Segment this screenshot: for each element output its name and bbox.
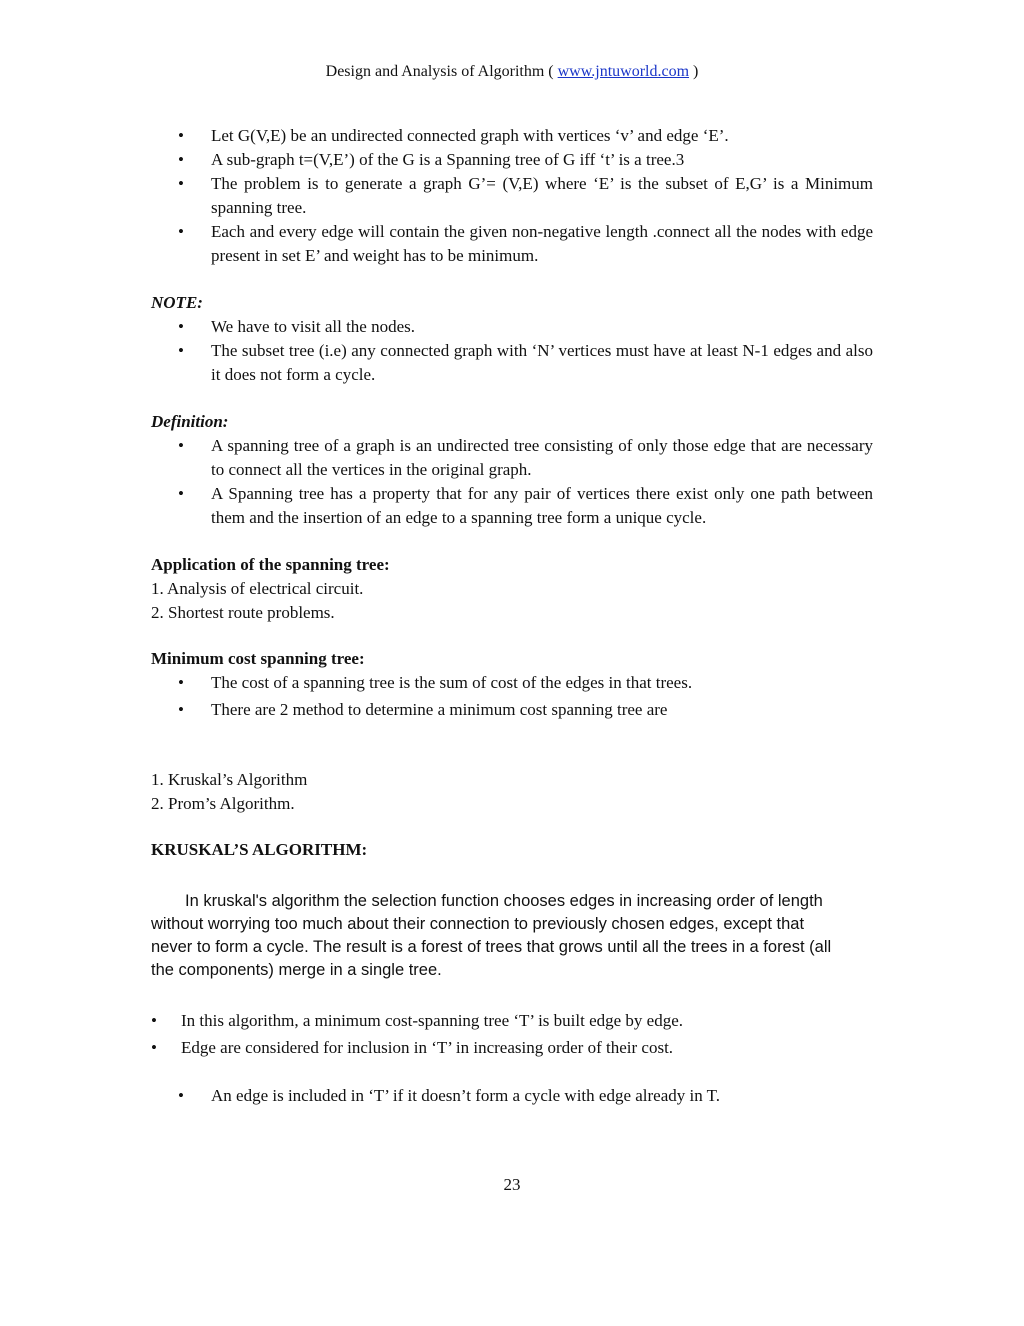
note-heading: NOTE:	[151, 293, 203, 312]
method-item: 1. Kruskal’s Algorithm	[151, 770, 308, 789]
bullet-icon: •	[178, 126, 184, 145]
method-item: 2. Prom’s Algorithm.	[151, 794, 295, 813]
bullet-icon: •	[178, 673, 184, 692]
kruskal-indented-list	[151, 1084, 873, 1108]
application-heading: Application of the spanning tree:	[151, 555, 390, 574]
list-item: • An edge is included in ‘T’ if it doesn’t form a cycle with edge already in T.	[151, 1084, 873, 1108]
bullet-icon: •	[151, 1011, 157, 1030]
min-cost-bullet-list	[151, 671, 873, 722]
bullet-icon: •	[178, 174, 184, 193]
application-item: 2. Shortest route problems.	[151, 603, 335, 622]
bullet-icon: •	[178, 484, 184, 503]
bullet-icon: •	[178, 436, 184, 455]
list-item: • Each and every edge will contain the given non-negative length .connect all the nodes with edge present in set E’ and weight has to be minimum.	[178, 222, 873, 265]
bullet-icon: •	[178, 317, 184, 336]
list-item: • A sub-graph t=(V,E’) of the G is a Spanning tree of G iff ‘t’ is a tree.3	[151, 148, 873, 172]
bullet-icon: •	[178, 150, 184, 169]
list-item: • In this algorithm, a minimum cost-spanning tree ‘T’ is built edge by edge.	[151, 1009, 873, 1033]
list-item: • There are 2 method to determine a minimum cost spanning tree are	[151, 698, 873, 722]
min-cost-heading: Minimum cost spanning tree:	[151, 649, 365, 668]
page-number: 23	[503, 1175, 521, 1194]
list-item: • Let G(V,E) be an undirected connected graph with vertices ‘v’ and edge ‘E’.	[151, 124, 873, 148]
kruskal-heading: KRUSKAL’S ALGORITHM:	[151, 840, 368, 859]
application-item: 1. Analysis of electrical circuit.	[151, 579, 364, 598]
list-item: • Edge are considered for inclusion in ‘T’ in increasing order of their cost.	[151, 1036, 873, 1060]
list-item: • A spanning tree of a graph is an undirected tree consisting of only those edge that are necessary to connect all the vertices in the original graph.	[178, 436, 873, 479]
bullet-icon: •	[151, 1038, 157, 1057]
note-bullet-list	[151, 315, 873, 387]
kruskal-paragraph: In kruskal's algorithm the selection function chooses edges in increasing order of length without worrying too much about their connection to previously chosen edges, except that never to form a cycle. The result is a forest of trees that grows until all the trees in a forest (all the components) merge in a single tree.	[151, 892, 832, 979]
bullet-icon: •	[178, 1086, 184, 1105]
list-item: • The problem is to generate a graph G’= (V,E) where ‘E’ is the subset of E,G’ is a Minimum spanning tree.	[178, 174, 873, 217]
header-title: Design and Analysis of Algorithm (	[325, 63, 558, 80]
intro-bullet-list	[151, 124, 873, 268]
list-item: • The cost of a spanning tree is the sum of cost of the edges in that trees.	[151, 671, 873, 695]
header-suffix: )	[689, 63, 699, 80]
kruskal-bullet-list	[151, 1009, 873, 1060]
list-item: • The subset tree (i.e) any connected graph with ‘N’ vertices must have at least N-1 edges and also it does not form a cycle.	[178, 341, 873, 384]
list-item: • We have to visit all the nodes.	[151, 315, 873, 339]
bullet-icon: •	[178, 700, 184, 719]
list-item: • A Spanning tree has a property that for any pair of vertices there exist only one path between them and the insertion of an edge to a spanning tree form a unique cycle.	[178, 484, 873, 527]
definition-heading: Definition:	[151, 412, 229, 431]
bullet-icon: •	[178, 222, 184, 241]
definition-bullet-list	[151, 434, 873, 530]
bullet-icon: •	[178, 341, 184, 360]
page-header	[0, 61, 1024, 83]
page-content	[151, 124, 873, 1108]
header-link[interactable]: www.jntuworld.com	[557, 63, 690, 80]
